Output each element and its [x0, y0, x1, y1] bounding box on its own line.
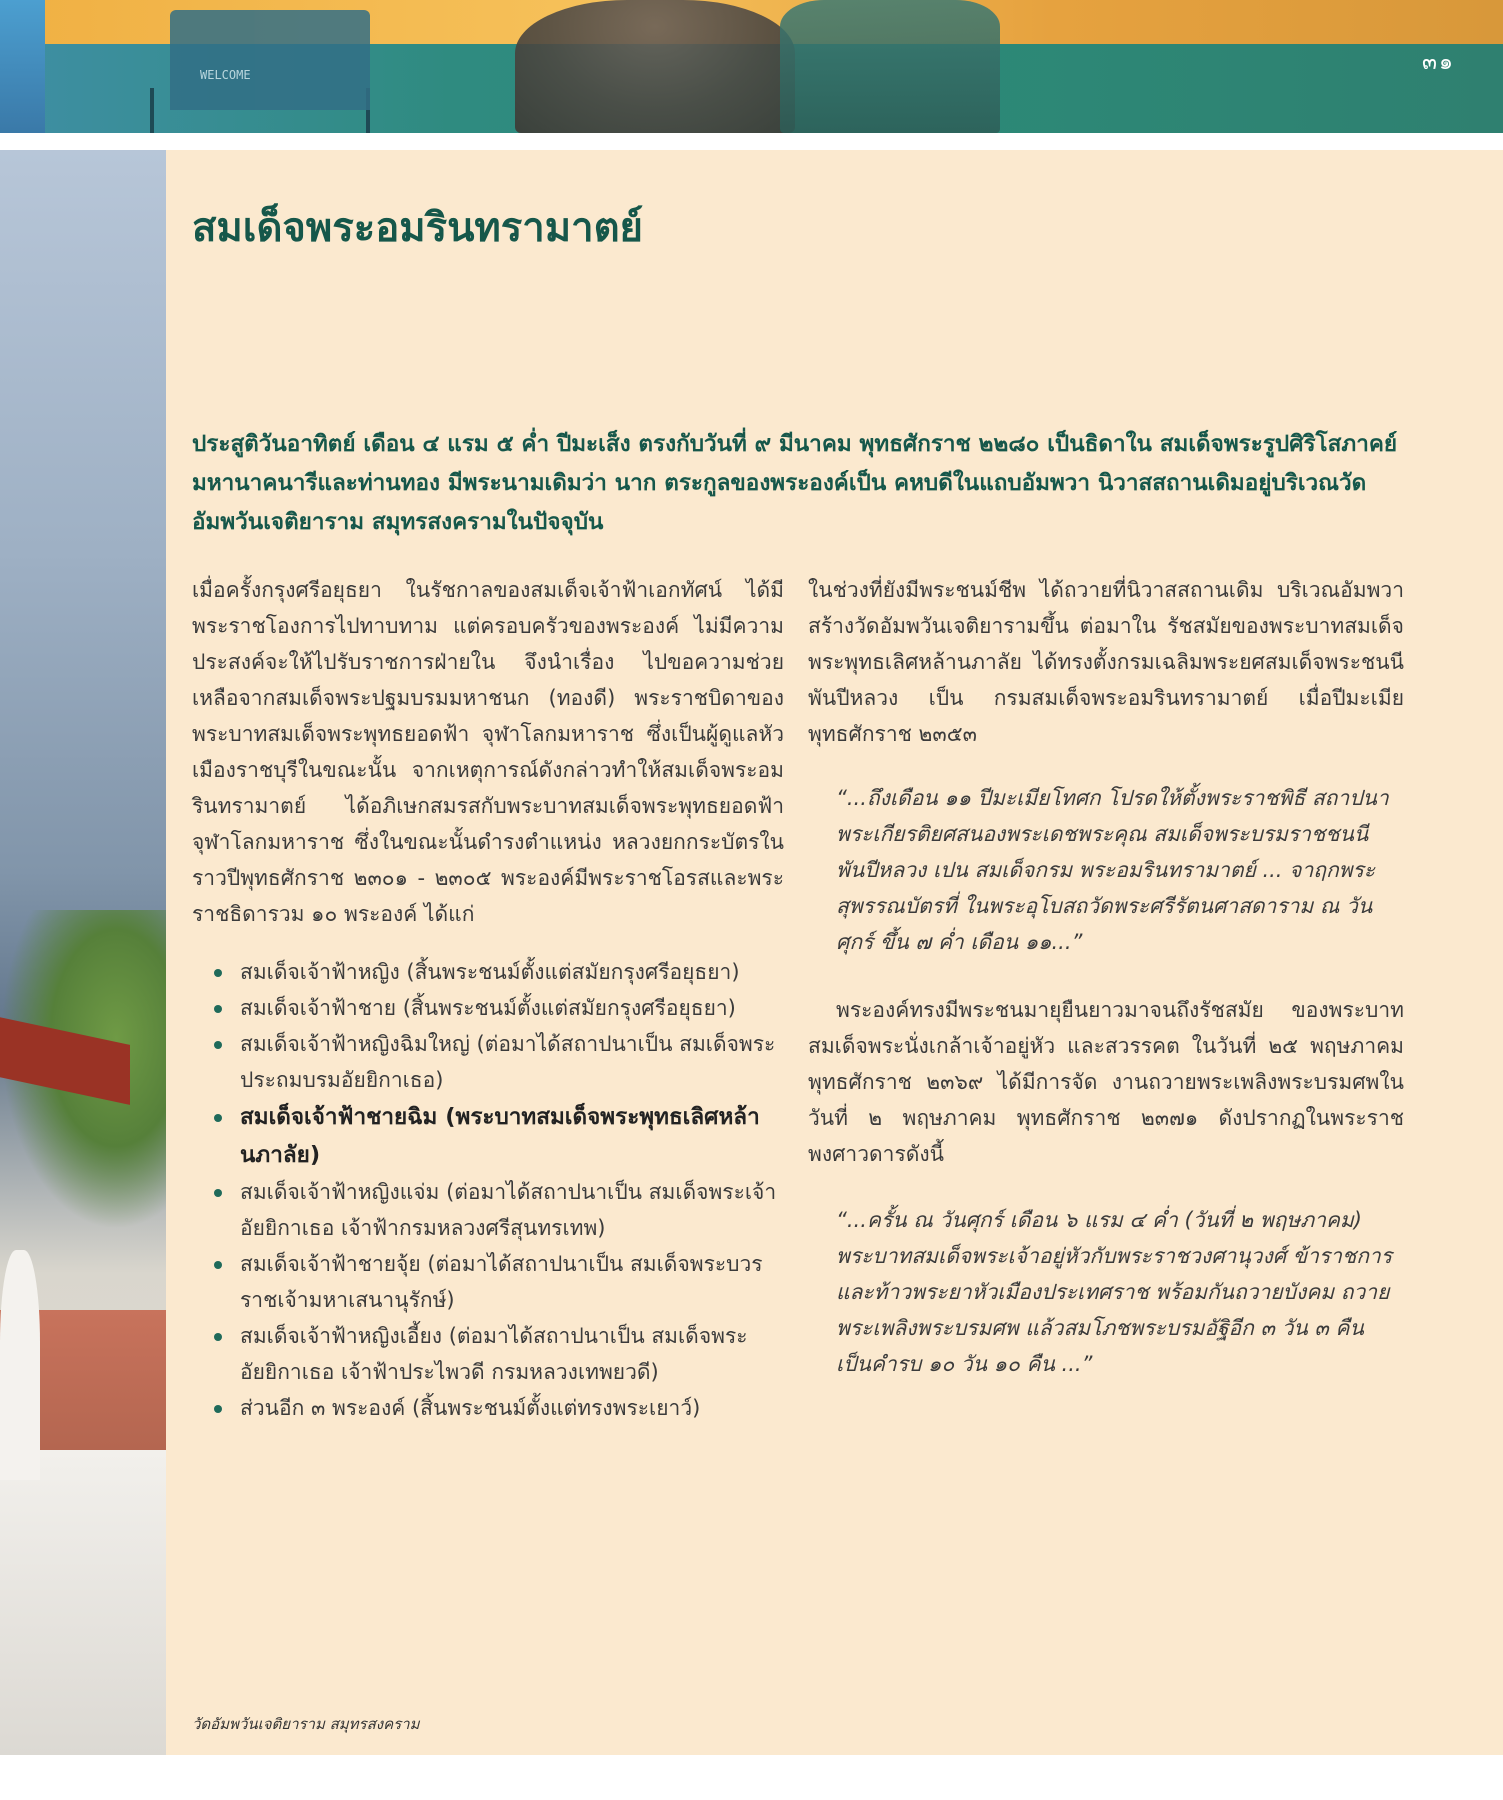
bullet-icon [214, 1261, 222, 1269]
right-paragraph-2: พระองค์ทรงมีพระชนมายุยืนยาวมาจนถึงรัชสมัย ของพระบาทสมเด็จพระนั่งเกล้าเจ้าอยู่หัว และสวรรคต ในวันที่ ๒๕ พฤษภาคม พุทธศักราช ๒๓๖๙ ได้มีการจัด งานถวายพระเพลิงพระบรมศพในวันที่ ๒ พฤษภาคม พุทธศักราช ๒๓๗๑ ดังปรากฏในพระราชพงศาวดารดังนี้ [808, 998, 1404, 1166]
banner-blue-structure [0, 0, 45, 133]
bullet-icon [214, 1114, 222, 1122]
water-tower [170, 10, 370, 110]
list-item: สมเด็จเจ้าฟ้าชายจุ้ย (ต่อมาได้สถาปนาเป็น สมเด็จพระบวรราชเจ้ามหาเสนานุรักษ์) [214, 1246, 784, 1318]
bullet-icon [214, 1189, 222, 1197]
banner-stupa [515, 0, 795, 133]
water-tower-sign: WELCOME [200, 68, 251, 82]
footer-caption: วัดอัมพวันเจติยาราม สมุทรสงคราม [192, 1715, 420, 1733]
side-photo-white-wall [0, 1450, 166, 1755]
bullet-icon [214, 1005, 222, 1013]
content-panel [166, 150, 1503, 1755]
list-item: ส่วนอีก ๓ พระองค์ (สิ้นพระชนม์ตั้งแต่ทรงพระเยาว์) [214, 1390, 784, 1426]
bullet-icon [214, 1405, 222, 1413]
side-photo-strip [0, 150, 166, 1755]
banner-pavilion [780, 0, 1000, 133]
bullet-icon [214, 1333, 222, 1341]
list-item: สมเด็จเจ้าฟ้าหญิงเอี้ยง (ต่อมาได้สถาปนาเป็น สมเด็จพระอัยยิกาเธอ เจ้าฟ้าประไพวดี กรมหลวงเทพยวดี) [214, 1318, 784, 1390]
left-column [192, 572, 784, 1426]
children-list [192, 954, 784, 1426]
bullet-icon [214, 1041, 222, 1049]
lead-paragraph: ประสูติวันอาทิตย์ เดือน ๔ แรม ๕ ค่ำ ปีมะเส็ง ตรงกับวันที่ ๙ มีนาคม พุทธศักราช ๒๒๘๐ เป็นธิดาใน สมเด็จพระรูปศิริโสภาคย์ มหานาคนารีและท่านทอง มีพระนามเดิมว่า นาก ตระกูลของพระองค์เป็น คหบดีในแถบอัมพวา นิวาสสถานเดิมอยู่บริเวณวัดอัมพวันเจติยาราม สมุทรสงครามในปัจจุบัน [192, 431, 1398, 535]
right-paragraph-1: ในช่วงที่ยังมีพระชนม์ชีพ ได้ถวายที่นิวาสสถานเดิม บริเวณอัมพวาสร้างวัดอัมพวันเจติยารามขึ้น ต่อมาใน รัชสมัยของพระบาทสมเด็จพระพุทธเลิศหล้านภาลัย ได้ทรงตั้งกรมเฉลิมพระยศสมเด็จพระชนนีพันปีหลวง เป็น กรมสมเด็จพระอมรินทรามาตย์ เมื่อปีมะเมีย พุทธศักราช ๒๓๕๓ [808, 578, 1404, 746]
list-item-highlight: สมเด็จเจ้าฟ้าชายฉิม (พระบาทสมเด็จพระพุทธเลิศหล้านภาลัย) [214, 1098, 784, 1174]
page-number: ๓๑ [1421, 50, 1455, 75]
quote-block-1: “...ถึงเดือน ๑๑ ปีมะเมียโทศก โปรดให้ตั้งพระราชพิธี สถาปนาพระเกียรติยศสนองพระเดชพระคุณ สมเด็จพระบรมราชชนนีพันปีหลวง เปน สมเด็จกรม พระอมรินทรามาตย์ ... จาฤกพระสุพรรณบัตรที่ ในพระอุโบสถวัดพระศรีรัตนศาสดาราม ณ วันศุกร์ ขึ้น ๗ ค่ำ เดือน ๑๑...” [836, 786, 1389, 954]
right-column [808, 572, 1404, 1382]
quote-block-2: “...ครั้น ณ วันศุกร์ เดือน ๖ แรม ๔ ค่ำ (วันที่ ๒ พฤษภาคม) พระบาทสมเด็จพระเจ้าอยู่หัวกับพระราชวงศานุวงศ์ ข้าราชการและท้าวพระยาหัวเมืองประเทศราช พร้อมกันถวายบังคม ถวายพระเพลิงพระบรมศพ แล้วสมโภชพระบรมอัฐิอีก ๓ วัน ๓ คืน เป็นคำรบ ๑๐ วัน ๑๐ คืน ...” [836, 1208, 1392, 1376]
header-banner-photo [0, 0, 1503, 133]
list-item: สมเด็จเจ้าฟ้าหญิง (สิ้นพระชนม์ตั้งแต่สมัยกรุงศรีอยุธยา) [214, 954, 784, 990]
left-paragraph: เมื่อครั้งกรุงศรีอยุธยา ในรัชกาลของสมเด็จเจ้าฟ้าเอกทัศน์ ได้มีพระราชโองการไปทาบทาม แต่ครอบครัวของพระองค์ ไม่มีความประสงค์จะให้ไปรับราชการฝ่ายใน จึงนำเรื่อง ไปขอความช่วยเหลือจากสมเด็จพระปฐมบรมมหาชนก (ทองดี) พระราชบิดาของพระบาทสมเด็จพระพุทธยอดฟ้า จุฬาโลกมหาราช ซึ่งเป็นผู้ดูแลหัวเมืองราชบุรีในขณะนั้น จากเหตุการณ์ดังกล่าวทำให้สมเด็จพระอมรินทรามาตย์ ได้อภิเษกสมรสกับพระบาทสมเด็จพระพุทธยอดฟ้า จุฬาโลกมหาราช ซึ่งในขณะนั้นดำรงตำแหน่ง หลวงยกกระบัตรในราวปีพุทธศักราช ๒๓๐๑ - ๒๓๐๕ พระองค์มีพระราชโอรสและพระราชธิดารวม ๑๐ พระองค์ ได้แก่ [192, 578, 784, 926]
page-title: สมเด็จพระอมรินทรามาตย์ [192, 205, 643, 251]
bullet-icon [214, 969, 222, 977]
list-item: สมเด็จเจ้าฟ้าหญิงฉิมใหญ่ (ต่อมาได้สถาปนาเป็น สมเด็จพระประถมบรมอัยยิกาเธอ) [214, 1026, 784, 1098]
side-photo-chedi [0, 1250, 40, 1480]
list-item: สมเด็จเจ้าฟ้าหญิงแจ่ม (ต่อมาได้สถาปนาเป็น สมเด็จพระเจ้าอัยยิกาเธอ เจ้าฟ้ากรมหลวงศรีสุนทรเทพ) [214, 1174, 784, 1246]
list-item: สมเด็จเจ้าฟ้าชาย (สิ้นพระชนม์ตั้งแต่สมัยกรุงศรีอยุธยา) [214, 990, 784, 1026]
